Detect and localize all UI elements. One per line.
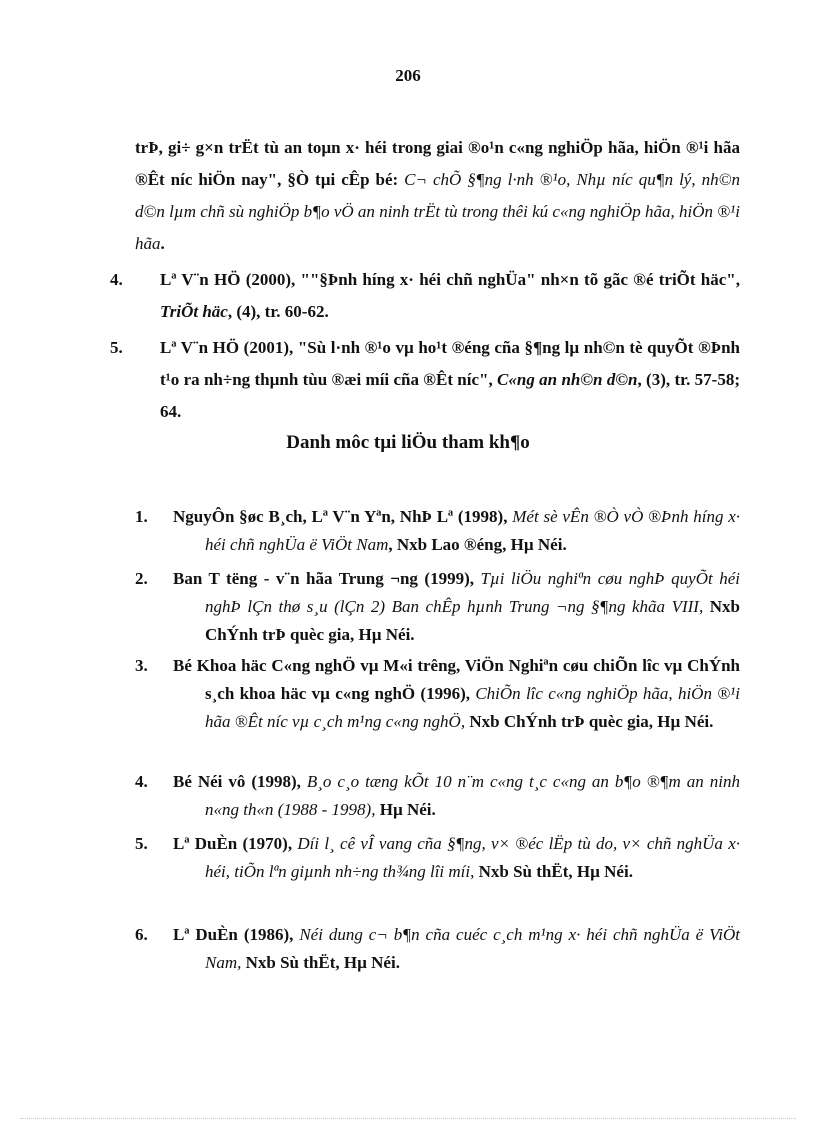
bibliography-title: Díi l¸ cê vÎ vang cña §¶ng, v× ®éc lËp tù do, v× chñ nghÜa x· héi, tiÕn lªn giµnh nh÷ng th¾ng lîi míi, — [205, 834, 740, 881]
bibliography-end: Hµ Néi. — [375, 800, 436, 819]
bibliography-item — [135, 768, 740, 824]
bibliography-end: Nxb ChÝnh trÞ quèc gia, Hµ Néi. — [205, 597, 740, 644]
bibliography-title: Tµi liÖu nghiªn cøu nghÞ quyÕt héi nghÞ lÇn thø s¸u (lÇn 2) Ban chÊp hµnh Trung ¬ng §¶ng khãa VIII, — [205, 569, 740, 616]
reference-item — [110, 264, 740, 328]
reference-end: , (3), tr. 57-58; 64. — [160, 370, 740, 421]
bibliography-title: B¸o c¸o tæng kÕt 10 n¨m c«ng t¸c c«ng an b¶o ®¶m an ninh n«ng th«n (1988 - 1998), — [205, 772, 740, 819]
continued-reference — [135, 132, 740, 260]
bibliography-end: Nxb Sù thËt, Hµ Néi. — [241, 953, 400, 972]
section-title: Danh môc tµi liÖu tham kh¶o — [286, 432, 530, 453]
bibliography-end: , Nxb Lao ®éng, Hµ Néi. — [388, 535, 567, 554]
reference-text: Lª V¨n HÖ (2000), ""§Þnh híng x· héi chñ nghÜa" nh×n tõ gãc ®é triÕt häc", — [160, 270, 740, 289]
page-number: 206 — [395, 66, 421, 85]
reference-end: , (4), tr. 60-62. — [227, 302, 329, 321]
bibliography-number: 6. — [135, 925, 148, 944]
reference-number: 4. — [110, 270, 123, 289]
bibliography-text: Lª DuÈn (1986), — [173, 925, 300, 944]
bibliography-end: Nxb ChÝnh trÞ quèc gia, Hµ Néi. — [465, 712, 714, 731]
reference-text: Lª V¨n HÖ (2001), "Sù l·nh ®¹o vµ ho¹t ®éng cña §¶ng lµ nh©n tè quyÕt ®Þnh t¹o ra nh÷ng thµnh tùu ®æi míi cña ®Êt níc", — [160, 338, 740, 389]
continued-reference-title: C¬ chÕ §¶ng l·nh ®¹o, Nhµ níc qu¶n lý, nh©n d©n lµm chñ sù nghiÖp b¶o vÖ an ninh trËt tù trong thêi kú c«ng nghiÖp hãa, hiÖn ®¹i hãa — [135, 170, 740, 253]
bibliography-number: 3. — [135, 656, 148, 675]
bibliography-text: NguyÔn §øc B¸ch, Lª V¨n Yªn, NhÞ Lª (1998), — [173, 507, 513, 526]
bibliography-number: 4. — [135, 772, 148, 791]
continued-reference-text: trÞ, gi÷ g×n trËt tù an toµn x· héi trong giai ®o¹n c«ng nghiÖp hãa, hiÖn ®¹i hãa ®Êt níc hiÖn nay", §Ò tµi cÊp bé: — [135, 138, 740, 189]
bibliography-item — [135, 652, 740, 736]
bibliography-item — [135, 565, 740, 649]
bibliography-text: Ban T tëng - v¨n hãa Trung ¬ng (1999), — [173, 569, 481, 588]
bibliography-item — [135, 830, 740, 886]
bibliography-title: ChiÕn lîc c«ng nghiÖp hãa, hiÖn ®¹i hãa ®Êt níc vµ c¸ch m¹ng c«ng nghÖ, — [205, 684, 740, 731]
bibliography-item — [135, 503, 740, 559]
bibliography-text: Bé Khoa häc C«ng nghÖ vµ M«i trêng, ViÖn Nghiªn cøu chiÕn lîc vµ ChÝnh s¸ch khoa häc vµ c«ng nghÖ (1996), — [173, 656, 740, 703]
bibliography-title: Mét sè vÊn ®Ò vÒ ®Þnh híng x· héi chñ nghÜa ë ViÖt Nam — [205, 507, 741, 554]
bibliography-end: Nxb Sù thËt, Hµ Néi. — [474, 862, 633, 881]
bibliography-number: 5. — [135, 834, 148, 853]
bibliography-number: 1. — [135, 507, 148, 526]
reference-item — [110, 332, 740, 428]
bibliography-item — [135, 921, 740, 977]
reference-number: 5. — [110, 338, 123, 357]
continued-reference-end: . — [160, 234, 165, 253]
bibliography-text: Bé Néi vô (1998), — [173, 772, 307, 791]
page-border — [20, 1118, 796, 1119]
bibliography-title: Néi dung c¬ b¶n cña cuéc c¸ch m¹ng x· héi chñ nghÜa ë ViÖt Nam, — [205, 925, 740, 972]
bibliography-number: 2. — [135, 569, 148, 588]
reference-title: C«ng an nh©n d©n — [497, 370, 638, 389]
reference-title: TriÕt häc — [160, 302, 228, 321]
bibliography-text: Lª DuÈn (1970), — [173, 834, 298, 853]
